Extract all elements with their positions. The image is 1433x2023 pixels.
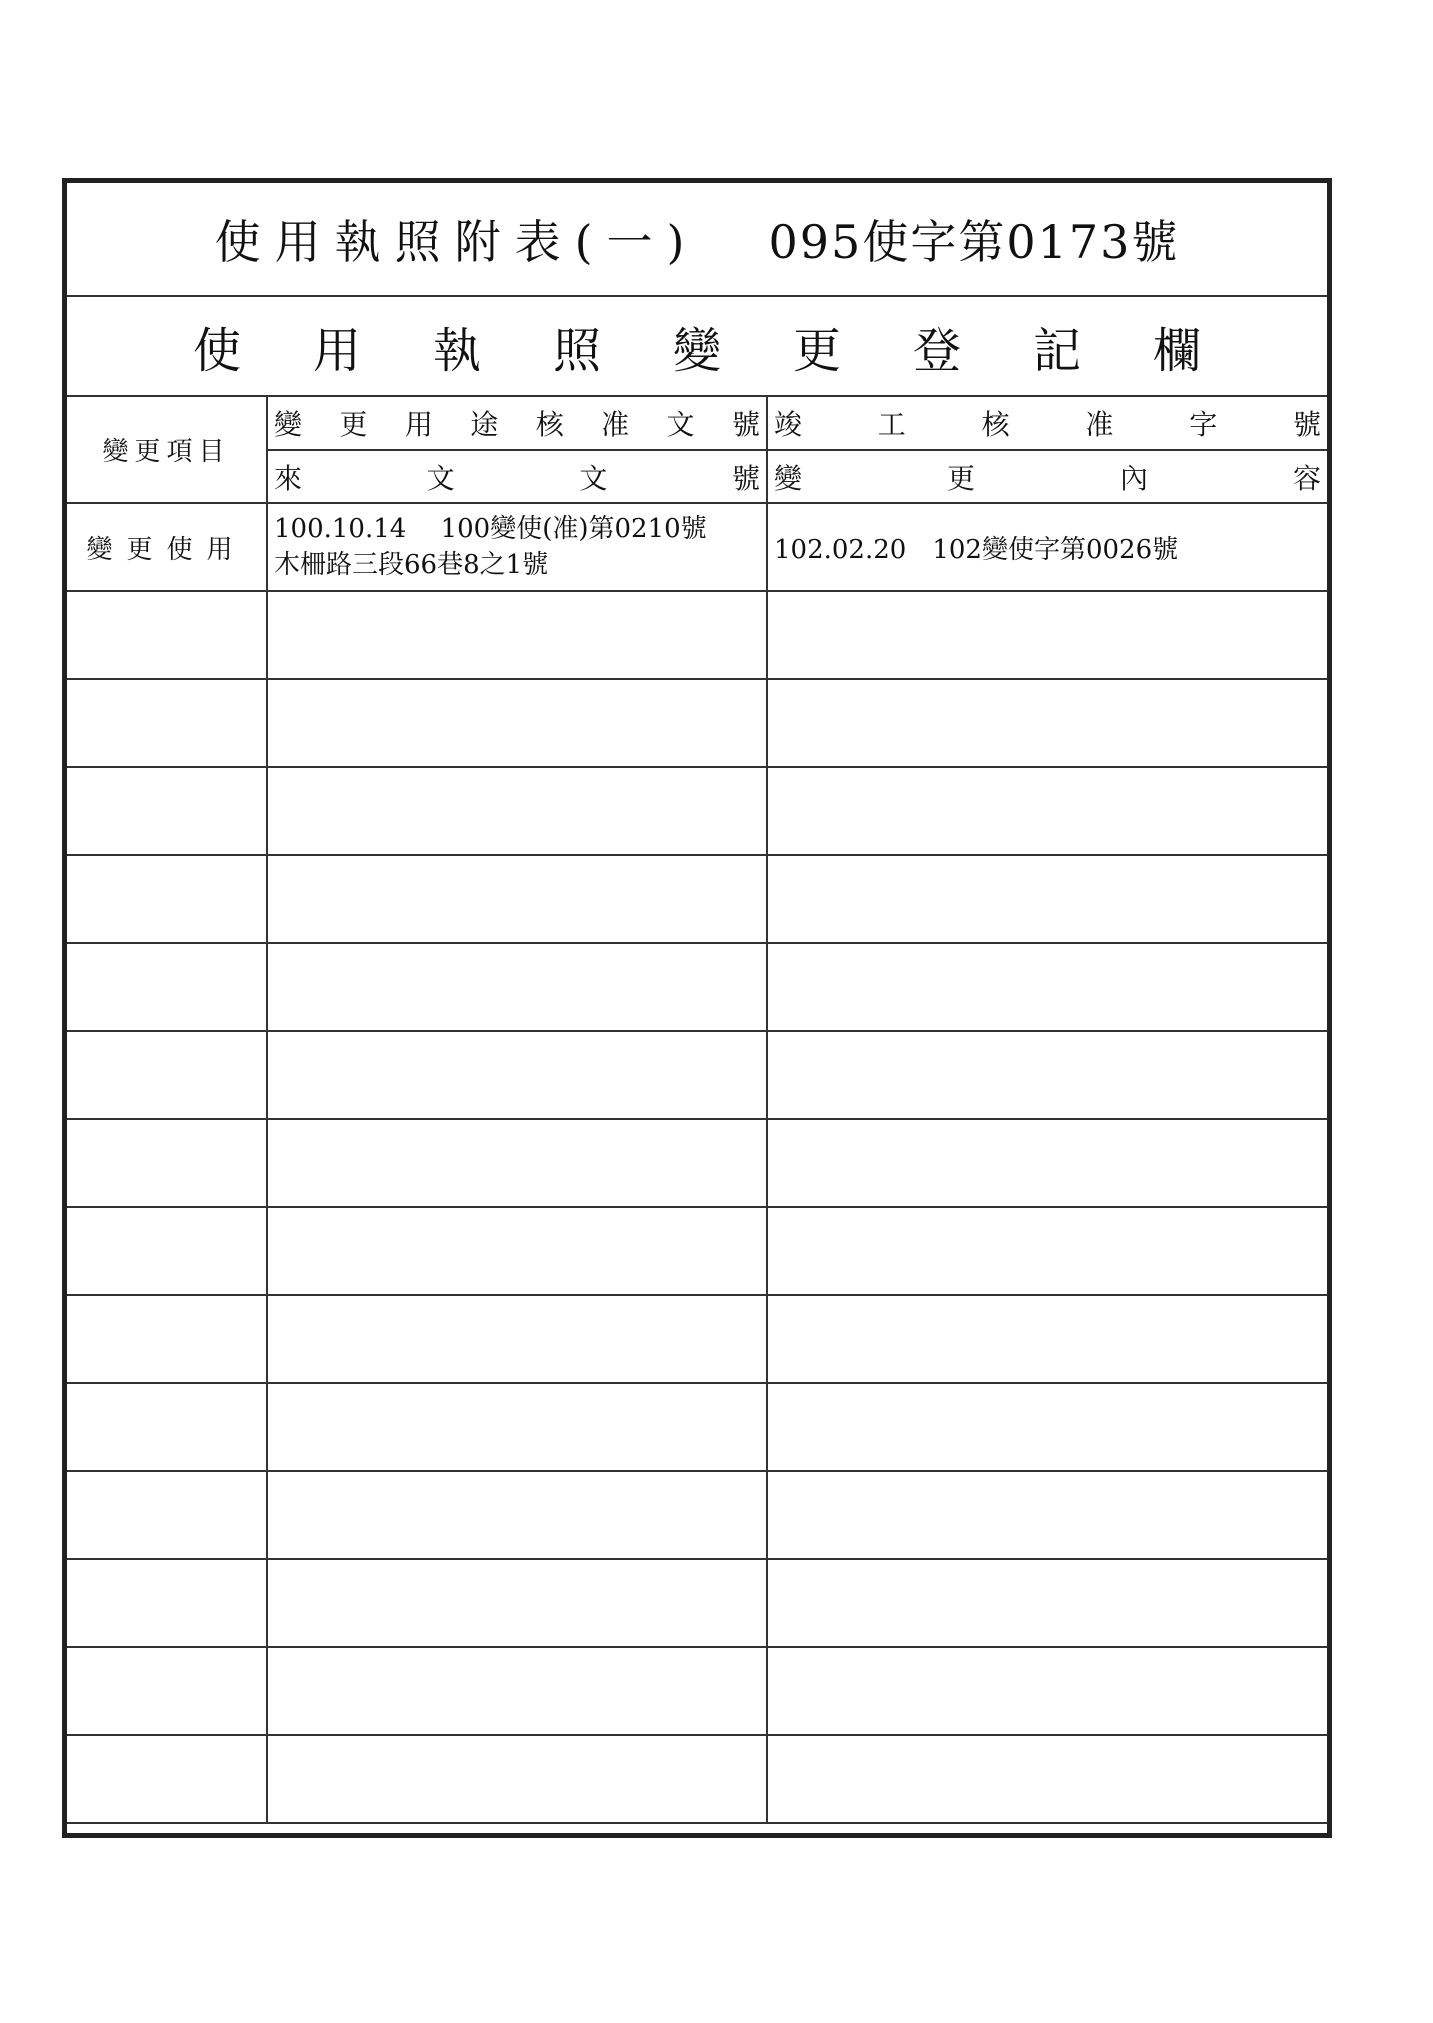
empty-cell [67,1295,267,1383]
empty-row [67,1383,1327,1471]
empty-cell [767,1735,1327,1823]
empty-cell [67,591,267,679]
empty-cell [267,1119,767,1207]
empty-cell [767,1647,1327,1735]
empty-row [67,1647,1327,1735]
header-approval-doc [267,397,767,450]
form-subtitle: 使用執照變更登記欄 [192,322,1273,379]
empty-cell [67,1119,267,1207]
empty-cell [267,1471,767,1559]
empty-cell [767,1295,1327,1383]
entry-approval-line2: 木柵路三段66巷8之1號 [274,550,549,580]
header-approval-doc-text: 變 更 用 途 核 准 文 號 [274,408,760,441]
header-incoming-doc [267,450,767,503]
entry-approval-doc [267,503,767,591]
empty-cell [767,943,1327,1031]
empty-row [67,1559,1327,1647]
empty-cell [67,767,267,855]
empty-cell [67,1559,267,1647]
empty-cell [67,1735,267,1823]
empty-cell [67,1647,267,1735]
empty-cell [267,679,767,767]
empty-cell [267,1559,767,1647]
empty-cell [267,1383,767,1471]
permit-number: 095使字第0173號 [768,215,1180,269]
empty-row [67,679,1327,767]
empty-row [67,1295,1327,1383]
empty-cell [767,767,1327,855]
entry-completion: 102.02.20 102變使字第0026號 [767,503,1327,591]
empty-cell [267,1207,767,1295]
change-registry-table [67,397,1327,1824]
empty-cell [267,591,767,679]
empty-cell [267,1735,767,1823]
empty-row [67,1207,1327,1295]
empty-cell [267,943,767,1031]
empty-cell [267,1031,767,1119]
empty-cell [767,1383,1327,1471]
entry-approval-line1: 100.10.14 100變使(准)第0210號 [274,514,707,544]
empty-row [67,1735,1327,1823]
empty-cell [767,1471,1327,1559]
empty-cell [67,1031,267,1119]
form-subtitle-row [67,297,1327,397]
form-title-row [67,183,1327,297]
empty-cell [67,679,267,767]
empty-cell [67,1383,267,1471]
empty-cell [267,1647,767,1735]
empty-cell [767,679,1327,767]
empty-cell [267,855,767,943]
header-change-content [767,450,1327,503]
header-completion-approval [767,397,1327,450]
empty-row [67,1031,1327,1119]
entry-change-item: 變更使用 [67,503,267,591]
empty-cell [67,1471,267,1559]
empty-row [67,1119,1327,1207]
empty-row [67,591,1327,679]
empty-cell [767,1119,1327,1207]
empty-cell [67,1207,267,1295]
empty-cell [767,1559,1327,1647]
empty-row [67,943,1327,1031]
empty-cell [767,1207,1327,1295]
header-incoming-doc-text: 來 文 文 號 [274,461,760,495]
header-row-1 [67,397,1327,450]
empty-cell [67,943,267,1031]
empty-cell [767,1031,1327,1119]
entry-row [67,503,1327,591]
empty-row [67,855,1327,943]
empty-cell [267,767,767,855]
form-title: 使用執照附表(一) [214,215,699,269]
empty-cell [767,591,1327,679]
empty-row [67,767,1327,855]
header-change-content-text: 變 更 內 容 [774,461,1321,495]
empty-cell [267,1295,767,1383]
empty-cell [767,855,1327,943]
empty-row [67,1471,1327,1559]
empty-cell [67,855,267,943]
header-change-item: 變更項目 [67,397,267,503]
header-completion-approval-text: 竣 工 核 准 字 號 [774,408,1321,441]
permit-form-frame [62,178,1332,1838]
